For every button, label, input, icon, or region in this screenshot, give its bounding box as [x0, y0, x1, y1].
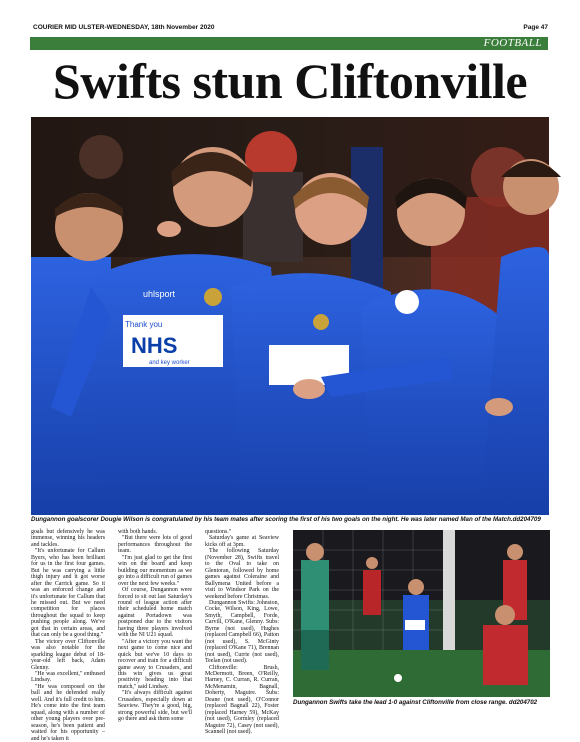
- kit-brand: uhlsport: [143, 289, 176, 299]
- article-column-2: [118, 529, 192, 723]
- main-photo-caption: Dungannon goalscorer Dougie Wilson is congratulated by his team mates after scoring the first of his two goals on the night. He was later named Man of the Match.dd204709: [31, 516, 541, 523]
- section-label: FOOTBALL: [483, 37, 542, 49]
- sponsor-thank-you: Thank you: [125, 320, 163, 329]
- paragraph: "It's unfortunate for Callum Byers, who has been brilliant for us in the first four games. But he was carrying a little thigh injury and it got worse after the Carrick game. So it was an enforced change and it's unfortunate for Callum that he missed out. But we need competition for places throughout the squad to keep pushing people along. We've got that in certain areas, and that can only be a good thing.": [31, 548, 105, 639]
- page-number: Page 47: [523, 24, 548, 31]
- paragraph: Saturday's game at Seaview kicks off at 3pm.: [205, 535, 279, 548]
- goal-photo-illustration: [293, 530, 550, 697]
- page-header: [33, 22, 548, 34]
- headline: Swifts stun Cliftonville: [52, 53, 528, 109]
- celebration-photo-illustration: [31, 117, 549, 515]
- paper-dateline: COURIER MID ULSTER-WEDNESDAY, 18th November 2020: [33, 24, 215, 31]
- paragraph: "He was excellent," enthused Lindsay.: [31, 670, 105, 684]
- paragraph: with both hands.: [118, 529, 158, 535]
- sponsor-key-worker: and key worker: [149, 360, 190, 366]
- paragraph: Cliftonville: Brush, McDermott, Breen, O'Reilly, Harney, C. Curran, R. Curran, McMenamin, Bagnall, Doherty, Maguire. Subs: Deane (not used), O'Connor (replaced Bagnall 22), Foster (replaced Harney 59), McKay (not used), Gormley (replaced Maguire 72), Casey (not used), Scannell (not used).: [205, 664, 279, 736]
- article-column-1: [31, 529, 105, 742]
- paragraph: Of course, Dungannon were forced to sit out last Saturday's round of league action after their scheduled home match against Portadown was postponed due to the visitors having three players involved with the NI U21 squad.: [118, 587, 192, 639]
- article-column-3: [205, 529, 279, 736]
- paragraph: The following Saturday (November 28), Swifts travel to the Oval to take on Glentoran, followed by home games against Coleraine and Ballymena United before a visit to Windsor Park on the weekend before Christmas.: [205, 548, 279, 600]
- paragraph: The victory over Cliftonville was also notable for the sparkling league debut of 18-year-old left back, Adam Glenny.: [31, 638, 105, 671]
- main-photo: [31, 117, 549, 515]
- paragraph: "He was composed on the ball and he defended really well. And it's full credit to him. He's come into the first team squad, along with a number of other young players over pre-season, he's been patient and waited for his opportunity – and he's taken it: [31, 683, 105, 742]
- section-bar: [30, 37, 548, 50]
- paragraph: Dungannon Swifts: Johnston, Cocke, Wilson, King, Lowe, Smyth, Campbell, Forde, Carvill, O'Kane, Glenny. Subs: Byrne (not used), Hughes (replaced Campbell 66), Patton (not used), S. McGinty (replaced O'Kane 71), Brennan (not used), Currie (not used), Teelan (not used).: [205, 599, 279, 665]
- paragraph: questions.": [205, 529, 232, 535]
- goal-photo: [293, 530, 550, 697]
- sponsor-nhs: NHS: [131, 333, 178, 358]
- paragraph: "It's always difficult against Crusaders, especially down at Seaview. They're a good, big, strong powerful side, but we'll go there and ask them some: [118, 690, 192, 723]
- goal-photo-caption: Dungannon Swifts take the lead 1-0 against Cliftonville from close range. dd204702: [293, 699, 538, 706]
- paragraph: "After a victory you want the next game to come nice and quick but we've 10 days to recover and train for a difficult game away to Crusaders, and this win gives us great positivity heading into that match," said Lindsay.: [118, 638, 192, 690]
- paragraph: "I'm just glad to get the first win on the board and keep building our momentum as we go into a difficult run of games over the next few weeks.": [118, 554, 192, 587]
- paragraph: "But there were lots of good performances throughout the team.: [118, 535, 192, 555]
- paragraph: goals but defensively he was immense, winning his headers and tackles.: [31, 529, 105, 548]
